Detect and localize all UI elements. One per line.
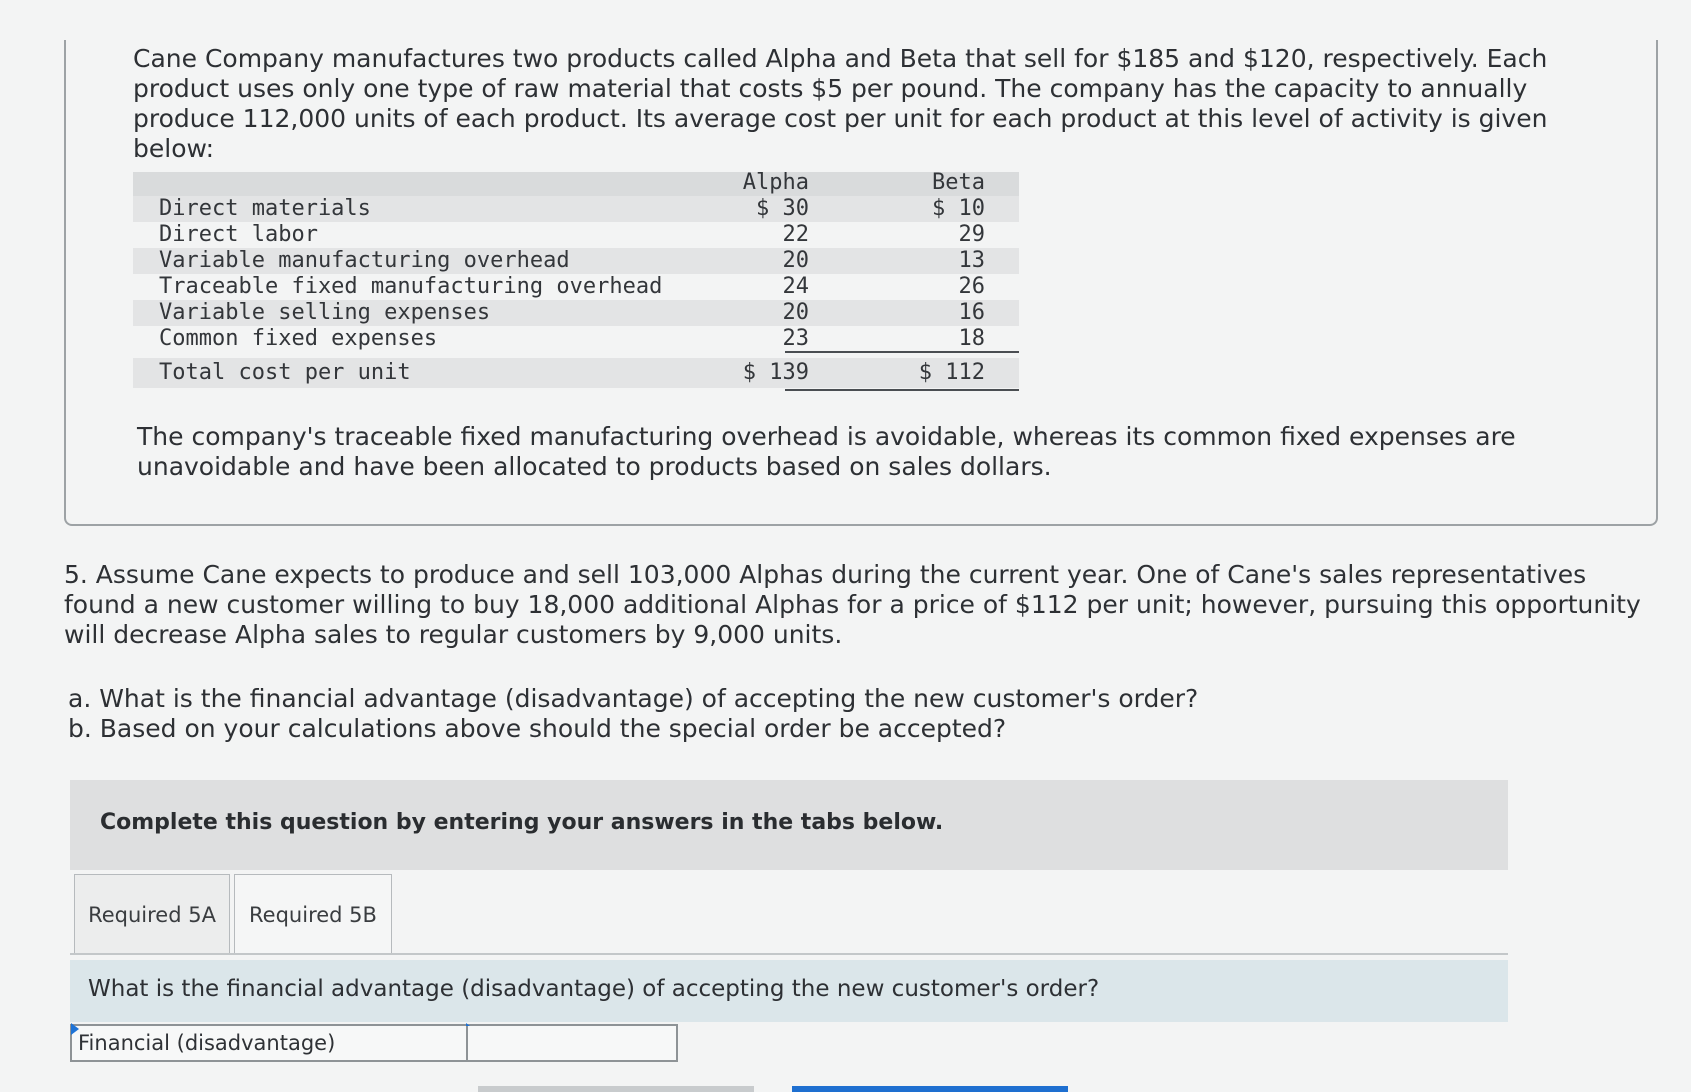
part-b: b. Based on your calculations above should the special order be accepted? — [68, 714, 1007, 743]
table-row — [133, 248, 1019, 274]
beta-value: $ 10 — [932, 196, 985, 221]
table-row — [133, 196, 1019, 222]
table-row — [133, 300, 1019, 326]
row-label: Variable manufacturing overhead — [159, 248, 570, 273]
prompt-text: What is the financial advantage (disadvantage) of accepting the new customer's order? — [88, 976, 1100, 1002]
part-a: a. What is the financial advantage (disadvantage) of accepting the new customer's order? — [68, 684, 1199, 713]
table-row — [133, 274, 1019, 300]
row-label: Variable selling expenses — [159, 300, 491, 325]
table-row — [133, 222, 1019, 248]
tab-required-5a[interactable]: Required 5A — [74, 874, 230, 954]
col-header-alpha: Alpha — [742, 170, 809, 195]
tab-required-5b[interactable]: Required 5B — [234, 874, 392, 954]
instructions-bar — [70, 780, 1508, 870]
question-parts — [68, 684, 1468, 744]
alpha-value: $ 30 — [756, 196, 809, 221]
problem-intro: Cane Company manufactures two products called Alpha and Beta that sell for $185 and $120, respectively. Each product uses only one type of raw material that costs $5 per pound. The company has the capacity to annually produce 112,000 units of each product. Its average cost per unit for each product at this level of activity is given below: — [133, 44, 1548, 163]
financial-advantage-input[interactable] — [466, 1026, 676, 1060]
table-row — [133, 326, 1019, 352]
row-label: Direct materials — [159, 196, 371, 221]
row-label: Common fixed expenses — [159, 326, 438, 351]
total-beta: $ 112 — [918, 360, 985, 385]
subtotal-rule — [785, 351, 1019, 353]
total-rule — [785, 389, 1019, 391]
tab-underline — [70, 953, 1508, 955]
alpha-value: 22 — [782, 222, 809, 247]
answer-label: Financial (disadvantage) — [78, 1031, 336, 1055]
answer-row — [70, 1024, 678, 1062]
beta-value: 16 — [958, 300, 985, 325]
col-header-beta: Beta — [932, 170, 985, 195]
instructions-text: Complete this question by entering your answers in the tabs below. — [100, 810, 944, 835]
alpha-value: 23 — [782, 326, 809, 351]
beta-value: 26 — [958, 274, 985, 299]
row-label: Direct labor — [159, 222, 318, 247]
problem-closing: The company's traceable fixed manufacturing overhead is avoidable, whereas its common fixed expenses are unavoidable and have been allocated to products based on sales dollars. — [137, 422, 1516, 481]
back-button-edge[interactable] — [478, 1086, 754, 1092]
alpha-value: 20 — [782, 248, 809, 273]
total-alpha: $ 139 — [742, 360, 809, 385]
question-5: 5. Assume Cane expects to produce and sell 103,000 Alphas during the current year. One of Cane's sales representatives found a new customer willing to buy 18,000 additional Alphas for a price of $112 per unit; however, pursuing this opportunity will decrease Alpha sales to regular customers by 9,000 units. — [64, 560, 1641, 649]
table-header-row — [133, 170, 1019, 196]
next-button-edge[interactable] — [792, 1086, 1068, 1092]
alpha-value: 20 — [782, 300, 809, 325]
beta-value: 29 — [958, 222, 985, 247]
total-label: Total cost per unit — [159, 360, 411, 385]
alpha-value: 24 — [782, 274, 809, 299]
total-row — [133, 358, 1019, 388]
row-label: Traceable fixed manufacturing overhead — [159, 274, 663, 299]
beta-value: 18 — [958, 326, 985, 351]
beta-value: 13 — [958, 248, 985, 273]
prompt-band — [70, 960, 1508, 1022]
